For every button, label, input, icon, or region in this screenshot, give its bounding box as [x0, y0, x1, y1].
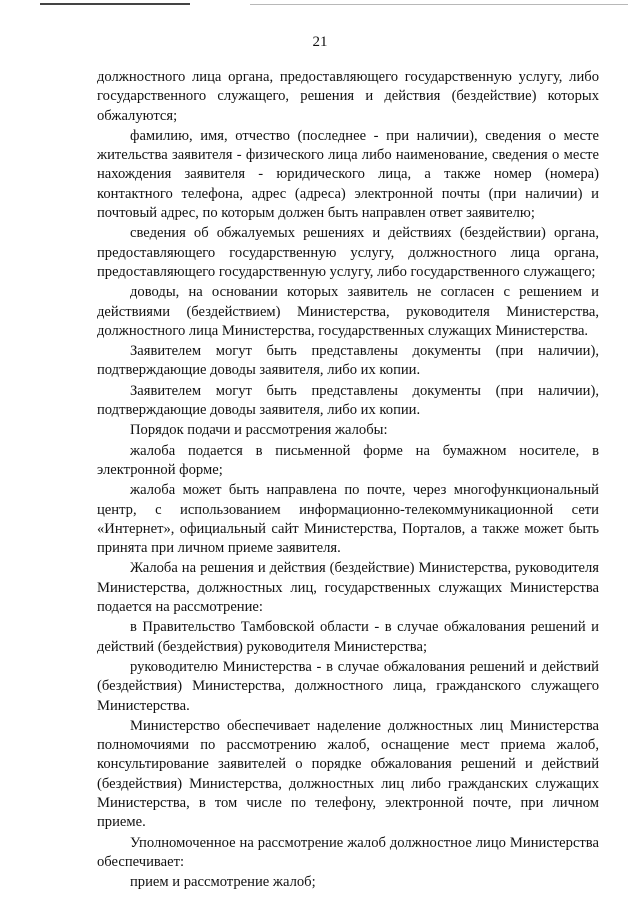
- paragraph-13: Министерство обеспечивает наделение должностных лиц Министерства полномочиями по рассмотрению жалоб, оснащение мест приема жалоб, консультирование заявителей о порядке обжалования решений и действий (бездействия) Министерства, должностных лиц либо гражданских служащих Министерства, в том числе по телефону, электронной почте, при личном приеме.: [97, 717, 599, 831]
- page-number: 21: [312, 34, 328, 50]
- paragraph-8: жалоба подается в письменной форме на бумажном носителе, в электронной форме;: [97, 442, 599, 478]
- scan-edge-line: [250, 4, 628, 5]
- paragraph-11: в Правительство Тамбовской области - в случае обжалования решений и действий (бездействия) руководителя Министерства;: [97, 619, 599, 655]
- paragraph-4: доводы, на основании которых заявитель не согласен с решением и действиями (бездействием) Министерства, руководителя Министерства, должностного лица Министерства, государственных служащих Министерства.: [97, 284, 599, 339]
- paragraph-3: сведения об обжалуемых решениях и действиях (бездействии) органа, предоставляющего государственную услугу, должностного лица органа, предоставляющего государственную услугу, либо государственного служащего;: [97, 225, 599, 280]
- paragraph-1: должностного лица органа, предоставляющего государственную услугу, либо государственного служащего, решения и действия (бездействие) которых обжалуются;: [97, 69, 599, 124]
- scan-edge-mark: [40, 3, 190, 5]
- paragraph-9: жалоба может быть направлена по почте, через многофункциональный центр, с использованием информационно-телекоммуникационной сети «Интернет», официальный сайт Министерства, Порталов, а также может быть принята при личном приеме заявителя.: [97, 482, 599, 557]
- paragraph-14: Уполномоченное на рассмотрение жалоб должностное лицо Министерства обеспечивает:: [97, 834, 599, 870]
- paragraph-5: Заявителем могут быть представлены документы (при наличии), подтверждающие доводы заявителя, либо их копии.: [97, 343, 599, 379]
- paragraph-7: Порядок подачи и рассмотрения жалобы:: [130, 422, 388, 439]
- paragraph-10: Жалоба на решения и действия (бездействие) Министерства, руководителя Министерства, должностных лиц, государственных служащих Министерства подается на рассмотрение:: [97, 560, 599, 616]
- paragraph-6: Заявителем могут быть представлены документы (при наличии), подтверждающие доводы заявителя, либо их копии.: [97, 382, 599, 419]
- paragraph-2: фамилию, имя, отчество (последнее - при наличии), сведения о месте жительства заявителя - физического лица либо наименование, сведения о месте нахождения заявителя - юридического лица, а также номер (номера) контактного телефона, адрес (адреса) электронной почты (при наличии) и почтовый адрес, по которым должен быть направлен ответ заявителю;: [97, 127, 599, 222]
- paragraph-12: руководителю Министерства - в случае обжалования решений и действий (бездействия) Министерства, должностного лица, гражданского служащего Министерства.: [97, 658, 599, 714]
- paragraph-15: прием и рассмотрение жалоб;: [130, 874, 316, 891]
- document-body: [97, 68, 599, 892]
